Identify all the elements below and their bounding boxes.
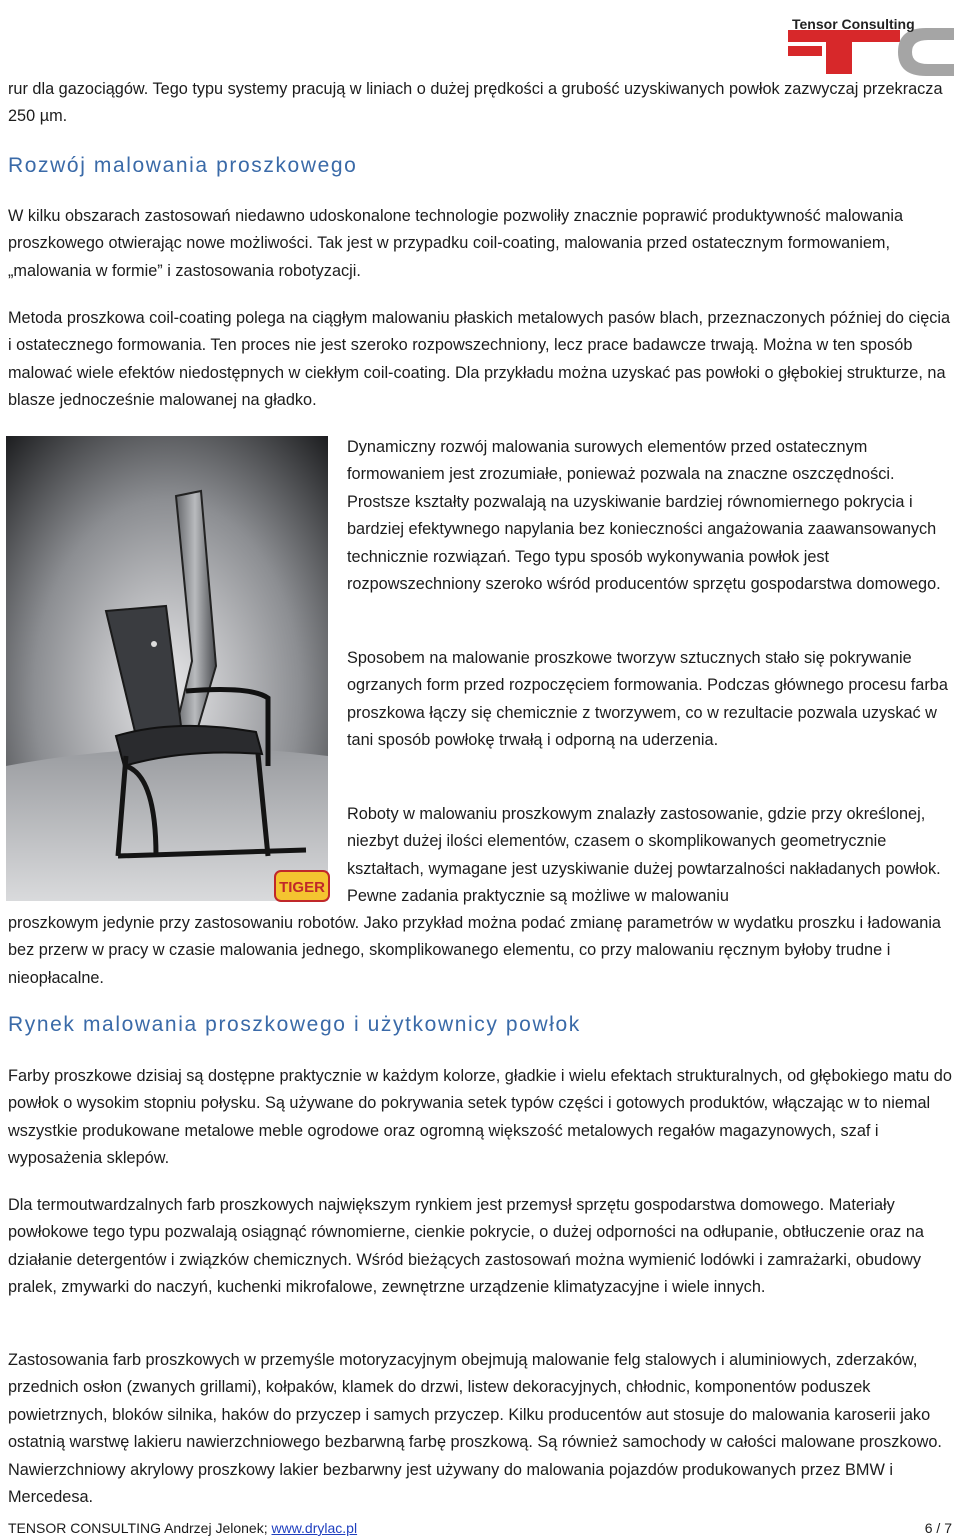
paragraph-roboty-part-b: proszkowym jedynie przy zastosowaniu robotów. Jako przykład można podać zmianę parametrów w wydatku proszku i ładowania bez przerw w pracy w czasie malowania jednego, skomplikowanego elementu, co przy malowaniu ręcznym byłoby trudne i nieopłacalne.: [8, 914, 941, 987]
paragraph-rozwoj-2: Metoda proszkowa coil-coating polega na ciągłym malowaniu płaskich metalowych pasów blach, przeznaczonych później do cięcia i ostatecznego formowania. Ten proces nie jest szeroko rozpowszechniony, lecz prace badawcze trwają. Można w ten sposób malować wiele efektów niedostępnych w ciekłym coil-coating. Dla przykładu można uzyskać pas powłoki o głębokiej strukturze, na blasze jednocześnie malowanej na gładko.: [8, 309, 951, 410]
paragraph-sposobem: Sposobem na malowanie proszkowe tworzyw sztucznych stało się pokrywanie ogrzanych form przed rozpoczęciem formowania. Podczas głównego procesu farba proszkowa łączy się chemicznie z tworzywem, co w rezultacie pozwala uzyskać w tani sposób powłokę trwałą i odporną na uderzenia.: [347, 649, 948, 750]
tensor-consulting-logo: [786, 6, 956, 76]
paragraph-dynamiczny: Dynamiczny rozwój malowania surowych elementów przed ostatecznym formowaniem jest zrozumiałe, ponieważ pozwala na znaczne oszczędności. Prostsze kształty pozwalają na uzyskiwanie bardziej równomiernego pokrycia i bardziej efektywnego napylania bez konieczności angażowania zaawansowanych technicznie rozwiązań. Tego typu sposób wykonywania powłok jest rozpowszechniony szeroko wśród producentów sprzętu gospodarstwa domowego.: [347, 438, 941, 594]
paragraph-rynek-1: Farby proszkowe dzisiaj są dostępne praktycznie w każdym kolorze, gładkie i wielu efektach strukturalnych, od głębokiego matu do powłok o wysokim stopniu połysku. Są używane do pokrywania setek typów części i gotowych produktów, włączając w to niemal wszystkie produkowane metalowe meble ogrodowe oraz ogromną większość metalowych regałów magazynowych, szaf i wyposażenia sklepów.: [8, 1067, 952, 1168]
section-heading-rozwoj: Rozwój malowania proszkowego: [8, 154, 358, 177]
footer-company: TENSOR CONSULTING Andrzej Jelonek;: [8, 1520, 272, 1536]
section-heading-rynek: Rynek malowania proszkowego i użytkownicy powłok: [8, 1013, 581, 1036]
page-footer: [8, 1519, 952, 1537]
intro-paragraph: rur dla gazociągów. Tego typu systemy pracują w liniach o dużej prędkości a grubość uzyskiwanych powłok zazwyczaj przekracza 250 µm.: [8, 80, 943, 126]
page-number: 6 / 7: [924, 1520, 952, 1536]
paragraph-rozwoj-1: W kilku obszarach zastosowań niedawno udoskonalone technologie pozwoliły znacznie poprawić produktywność malowania proszkowego otwierając nowe możliwości. Tak jest w przypadku coil-coating, malowania przed ostatecznym formowaniem, „malowania w formie” i zastosowania robotyzacji.: [8, 207, 904, 280]
logo-text: Tensor Consulting: [792, 16, 915, 32]
paragraph-roboty-part-a: Roboty w malowaniu proszkowym znalazły zastosowanie, gdzie przy określonej, niezbyt dużej ilości elementów, czasem o skomplikowanych geometrycznie kształtach, wymagane jest uzyskiwanie dużej powtarzalności nakładanych powłok. Pewne zadania praktycznie są możliwe w malowaniu: [347, 805, 941, 906]
tiger-badge-text: TIGER: [279, 879, 325, 896]
footer-link[interactable]: www.drylac.pl: [271, 1520, 358, 1536]
tiger-badge: [274, 870, 330, 902]
paragraph-rynek-3: Zastosowania farb proszkowych w przemyśle motoryzacyjnym obejmują malowanie felg stalowych i aluminiowych, zderzaków, przednich osłon (zwanych grillami), kołpaków, klamek do drzwi, listew dekoracyjnych, chłodnic, komponentów poduszek powietrznych, bloków silnika, haków do przyczep i samych przyczep. Kilku producentów aut stosuje do malowania karoserii jako ostatnią warstwę lakieru nawierzchniowego bezbarwną farbę proszkową. Są również samochody w całości malowane proszkowo. Nawierzchniowy akrylowy proszkowy lakier bezbarwny jest używany do malowania pojazdów produkowanych przez BMW i Mercedesa.: [8, 1351, 942, 1507]
paragraph-rynek-2: Dla termoutwardzalnych farb proszkowych największym rynkiem jest przemysł sprzętu gospodarstwa domowego. Materiały powłokowe tego typu pozwalają osiągnąć równomierne, cienkie pokrycie, o dużej odporności na odłupanie, obtłuczenie oraz na działanie detergentów i związków chemicznych. Wśród bieżących zastosowań można wymienić lodówki i zamrażarki, obudowy pralek, zmywarki do naczyń, kuchenki mikrofalowe, zewnętrzne urządzenie klimatyzacyjne i wiele innych.: [8, 1196, 924, 1297]
chair-photo: [6, 436, 328, 901]
